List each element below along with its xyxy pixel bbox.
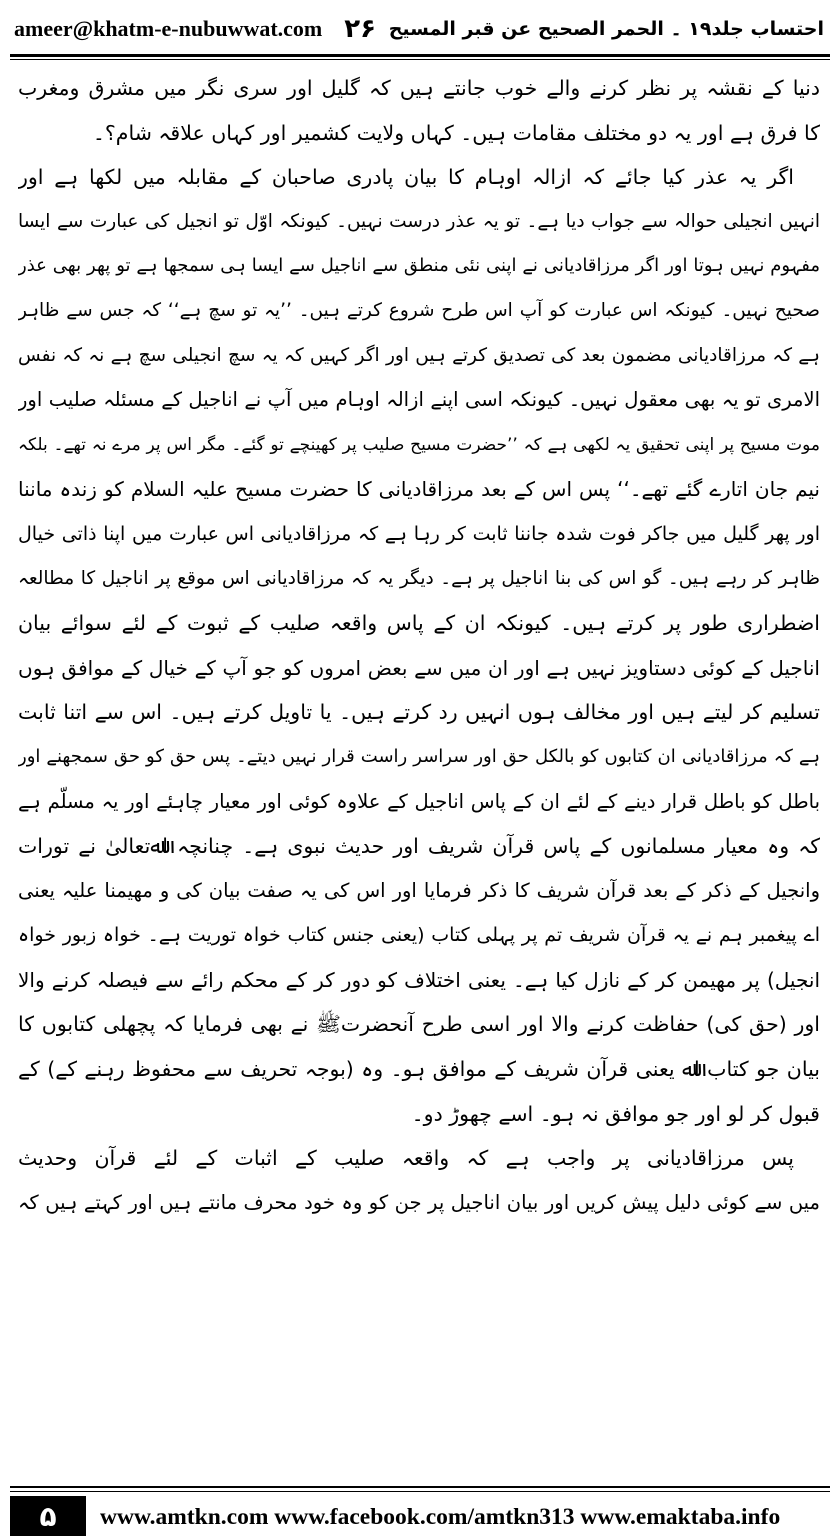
page-number: ۲۶ bbox=[344, 14, 377, 44]
footer-urls: www.amtkn.com www.facebook.com/amtkn313 www.emaktaba.info bbox=[100, 1503, 781, 1530]
text-line: انجیل) پر مھیمن کر کے نازل کیا ہے۔ یعنی اختلاف کو دور کر کے محکم رائے سے فیصلہ کرنے والا bbox=[18, 967, 820, 992]
text-line: اور (حق کی) حفاظت کرنے والا اور اسی طرح آنحضرتﷺ نے بھی فرمایا کہ پچھلی کتابوں کا bbox=[18, 1012, 820, 1037]
footer-rule-thin bbox=[10, 1491, 830, 1492]
text-line: دنیا کے نقشہ پر نظر کرنے والے خوب جانتے ہیں کہ گلیل اور سری نگر میں مشرق ومغرب bbox=[18, 76, 820, 100]
text-line: الامری تو یہ بھی معقول نہیں۔ کیونکہ اسی اپنے ازالہ اوہام میں آپ نے اناجیل کے مسئلہ صلیب اور bbox=[18, 388, 820, 412]
text-line: تسلیم کر لیتے ہیں اور مخالف ہوں انہیں رد کرتے ہیں۔ یا تاویل کرتے ہیں۔ اس سے اتنا ثابت bbox=[18, 700, 820, 725]
text-line: مفہوم نہیں ہوتا اور اگر مرزاقادیانی نے اپنی نئی منطق سے اناجیل سے ایسا ہی سمجھا ہے تو پھر بھی عذر bbox=[18, 255, 820, 277]
body-text bbox=[18, 66, 820, 1225]
text-line: باطل کو باطل قرار دینے کے لئے ان کے پاس اناجیل کے علاوہ کوئی اور معیار چاہئے اور یہ مسلّم ہے bbox=[18, 789, 820, 813]
page-header bbox=[14, 6, 824, 52]
text-line: اے پیغمبر ہم نے یہ قرآن شریف تم پر پہلی کتاب (یعنی جنس کتاب خواہ توریت ہے۔ خواہ زبور خواہ bbox=[18, 924, 820, 947]
text-line: اناجیل کے کوئی دستاویز نہیں ہے اور ان میں سے بعض امروں کو جو آپ کے خیال کے موافق ہوں bbox=[18, 655, 820, 680]
header-rule-thin bbox=[10, 59, 830, 60]
text-line: صحیح نہیں۔ کیونکہ اس عبارت کو آپ اس طرح شروع کرتے ہیں۔ ’’یہ تو سچ ہے‘‘ کہ جس سے ظاہر bbox=[18, 299, 820, 321]
footer-rule-thick bbox=[10, 1486, 830, 1488]
text-line: ظاہر کر رہے ہیں۔ گو اس کی بنا اناجیل پر ہے۔ دیگر یہ کہ مرزاقادیانی اس موقع پر اناجیل کا مطالعہ bbox=[18, 567, 820, 589]
text-line: موت مسیح پر اپنی تحقیق یہ لکھی ہے کہ ’’حضرت مسیح صلیب پر کھینچے تو گئے۔ مگر اس پر مرے نہ تھے۔ بلکہ bbox=[18, 434, 820, 455]
text-line: قبول کر لو اور جو موافق نہ ہو۔ اسے چھوڑ دو۔ bbox=[411, 1101, 820, 1126]
page-footer bbox=[0, 1486, 840, 1540]
text-line: اور پھر گلیل میں جاکر فوت شدہ جاننا ثابت کر رہا ہے کہ مرزاقادیانی اس عبارت میں اپنا ذاتی خیال bbox=[18, 522, 820, 545]
text-line: کا فرق ہے اور یہ دو مختلف مقامات ہیں۔ کہاں ولایت کشمیر اور کہاں علاقہ شام؟۔ bbox=[92, 120, 820, 145]
text-line: نیم جان اتارے گئے تھے۔‘‘ پس اس کے بعد مرزاقادیانی کا حضرت مسیح علیہ السلام کو زندہ ماننا bbox=[18, 477, 820, 502]
text-line: وانجیل کے ذکر کے بعد قرآن شریف کا ذکر فرمایا اور اس کی یہ صفت بیان کی و مھیمنا علیہ یعنی bbox=[18, 878, 820, 902]
text-line: اضطراری طور پر کرتے ہیں۔ کیونکہ ان کے پاس واقعہ صلیب کے ثبوت کے لئے سوائے بیان bbox=[18, 611, 820, 636]
header-email: ameer@khatm-e-nubuwwat.com bbox=[14, 16, 323, 41]
text-line: ہے کہ مرزاقادیانی ان کتابوں کو بالکل حق اور سراسر راست قرار نہیں دیتے۔ پس حق کو حق سمجھنے اور bbox=[18, 745, 820, 767]
text-line: پس مرزاقادیانی پر واجب ہے کہ واقعہ صلیب کے اثبات کے لئے قرآن وحدیث bbox=[18, 1146, 794, 1171]
footer-page-badge: ۵ bbox=[10, 1496, 86, 1536]
header-left bbox=[14, 14, 376, 44]
header-rule-thick bbox=[10, 54, 830, 57]
text-line: انہیں انجیلی حوالہ سے جواب دیا ہے۔ تو یہ عذر درست نہیں۔ کیونکہ اوّل تو انجیل کی عبارت سے ایسا bbox=[18, 210, 820, 232]
text-line: میں سے کوئی دلیل پیش کریں اور بیان اناجیل پر جن کو وہ خود محرف مانتے ہیں اور کہتے ہیں کہ bbox=[18, 1190, 820, 1214]
text-line: اگر یہ عذر کیا جائے کہ ازالہ اوہام کا بیان پادری صاحبان کے مقابلہ میں لکھا ہے اور bbox=[18, 165, 794, 190]
book-title: احتساب جلد۱۹ ۔ الحمر الصحیح عن قبر المسیح bbox=[388, 18, 824, 40]
text-line: ہے کہ مرزاقادیانی مضمون بعد کی تصدیق کرتے ہیں اور اگر کہیں کہ یہ سچ انجیلی سچ ہے نہ کہ نفس bbox=[18, 344, 820, 366]
text-line: بیان جو کتاب اﷲ یعنی قرآن شریف کے موافق ہو۔ وہ (بوجہ تحریف سے محفوظ رہنے کے) کے bbox=[18, 1057, 820, 1082]
text-line: کہ وہ معیار مسلمانوں کے پاس قرآن شریف اور حدیث نبوی ہے۔ چنانچہ اﷲتعالیٰ نے تورات bbox=[18, 834, 820, 859]
